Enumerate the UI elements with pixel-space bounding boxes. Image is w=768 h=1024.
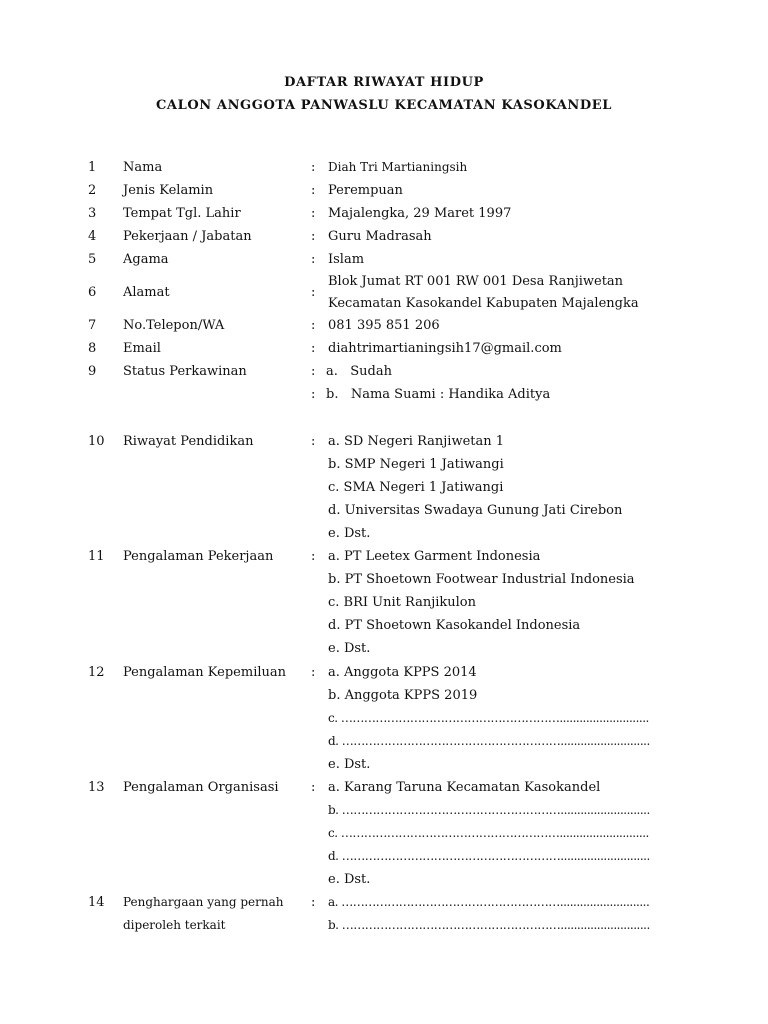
list-row — [0, 868, 768, 891]
list-row — [0, 730, 768, 753]
field-label: Alamat — [123, 285, 170, 300]
field-label: Penghargaan yang pernah — [123, 895, 284, 909]
document-subtitle: CALON ANGGOTA PANWASLU KECAMATAN KASOKANDEL — [155, 98, 612, 113]
blank-line: a. …………………………………………………........................... — [328, 895, 650, 909]
colon-separator: : — [311, 895, 316, 910]
list-item: b. Anggota KPPS 2019 — [328, 688, 478, 703]
field-label: Jenis Kelamin — [123, 183, 214, 198]
colon-separator: : — [311, 387, 316, 402]
blank-line: b. …………………………………………………........................... — [328, 918, 650, 932]
list-row — [0, 799, 768, 822]
colon-separator: : — [311, 434, 316, 449]
list-item: a. Karang Taruna Kecamatan Kasokandel — [328, 780, 601, 795]
row-number: 8 — [88, 341, 97, 356]
field-label: Nama — [123, 160, 163, 175]
colon-separator: : — [311, 252, 316, 267]
list-item: e. Dst. — [328, 872, 371, 887]
colon-separator: : — [311, 549, 316, 564]
field-label: Pengalaman Organisasi — [123, 780, 279, 795]
colon-separator: : — [311, 160, 316, 175]
colon-separator: : — [311, 206, 316, 221]
row-number: 12 — [88, 665, 105, 680]
list-row — [0, 753, 768, 776]
list-row — [0, 822, 768, 845]
field-row-pengalaman-kepemiluan — [0, 661, 768, 684]
field-row-pekerjaan — [0, 225, 768, 248]
row-number: 13 — [88, 780, 105, 795]
row-number: 3 — [88, 206, 97, 221]
list-row — [0, 914, 768, 937]
field-label: Email — [123, 341, 161, 356]
blank-line: d. …………………………………………………........................... — [328, 734, 650, 748]
blank-line: d. …………………………………………………........................... — [328, 849, 650, 863]
colon-separator: : — [311, 341, 316, 356]
field-label: Agama — [123, 252, 169, 267]
list-item: a. SD Negeri Ranjiwetan 1 — [328, 434, 505, 449]
list-item: c. SMA Negeri 1 Jatiwangi — [328, 480, 504, 495]
field-label: Tempat Tgl. Lahir — [123, 206, 241, 221]
field-value: Diah Tri Martianingsih — [328, 160, 468, 174]
field-value: Majalengka, 29 Maret 1997 — [328, 206, 512, 221]
field-value: Perempuan — [328, 183, 403, 198]
field-row-pengalaman-pekerjaan — [0, 545, 768, 568]
field-value: Guru Madrasah — [328, 229, 432, 244]
colon-separator: : — [311, 318, 316, 333]
field-row-agama — [0, 248, 768, 271]
row-number: 2 — [88, 183, 97, 198]
field-value: 081 395 851 206 — [328, 318, 440, 333]
row-number: 4 — [88, 229, 97, 244]
list-row — [0, 707, 768, 730]
row-number: 1 — [88, 160, 97, 175]
colon-separator: : — [311, 285, 316, 300]
field-label: Pengalaman Pekerjaan — [123, 549, 274, 564]
field-label: Pengalaman Kepemiluan — [123, 665, 287, 680]
field-value: b. Nama Suami : Handika Aditya — [326, 387, 551, 402]
colon-separator: : — [311, 364, 316, 379]
list-item: c. BRI Unit Ranjikulon — [328, 595, 477, 610]
field-row-pengalaman-organisasi — [0, 776, 768, 799]
row-number: 7 — [88, 318, 97, 333]
field-row-telepon — [0, 314, 768, 337]
list-row — [0, 684, 768, 707]
list-item: a. Anggota KPPS 2014 — [328, 665, 477, 680]
row-number: 10 — [88, 434, 105, 449]
field-label: Riwayat Pendidikan — [123, 434, 254, 449]
list-row — [0, 522, 768, 545]
field-label: Pekerjaan / Jabatan — [123, 229, 252, 244]
list-row — [0, 591, 768, 614]
field-value: Kecamatan Kasokandel Kabupaten Majalengka — [328, 296, 639, 311]
field-row-nama — [0, 156, 768, 179]
list-item: b. PT Shoetown Footwear Industrial Indonesia — [328, 572, 635, 587]
field-row-alamat-line2 — [0, 292, 768, 315]
list-item: d. PT Shoetown Kasokandel Indonesia — [328, 618, 581, 633]
list-item: d. Universitas Swadaya Gunung Jati Cirebon — [328, 503, 623, 518]
list-row — [0, 637, 768, 660]
list-row — [0, 453, 768, 476]
colon-separator: : — [311, 229, 316, 244]
field-value: Islam — [328, 252, 365, 267]
list-item: e. Dst. — [328, 757, 371, 772]
field-value: a. Sudah — [326, 364, 393, 379]
document-title: DAFTAR RIWAYAT HIDUP — [284, 75, 484, 90]
list-row — [0, 476, 768, 499]
field-label: No.Telepon/WA — [123, 318, 225, 333]
row-number: 6 — [88, 285, 97, 300]
field-row-riwayat-pendidikan — [0, 430, 768, 453]
field-row-tempat-tgl-lahir — [0, 202, 768, 225]
colon-separator: : — [311, 780, 316, 795]
row-number: 9 — [88, 364, 97, 379]
field-label-continuation: diperoleh terkait — [123, 918, 226, 932]
list-item: e. Dst. — [328, 641, 371, 656]
field-value: Blok Jumat RT 001 RW 001 Desa Ranjiwetan — [328, 274, 624, 289]
row-number: 11 — [88, 549, 105, 564]
list-item: e. Dst. — [328, 526, 371, 541]
list-item: a. PT Leetex Garment Indonesia — [328, 549, 541, 564]
field-value: diahtrimartianingsih17@gmail.com — [328, 341, 562, 356]
row-number: 5 — [88, 252, 97, 267]
list-row — [0, 499, 768, 522]
list-row — [0, 614, 768, 637]
list-item: b. SMP Negeri 1 Jatiwangi — [328, 457, 504, 472]
colon-separator: : — [311, 183, 316, 198]
colon-separator: : — [311, 665, 316, 680]
field-row-penghargaan — [0, 891, 768, 914]
field-row-email — [0, 337, 768, 360]
blank-line: c. …………………………………………………........................... — [328, 711, 649, 725]
field-row-nama-suami — [0, 383, 768, 406]
list-row — [0, 845, 768, 868]
field-label: Status Perkawinan — [123, 364, 247, 379]
field-row-jenis-kelamin — [0, 179, 768, 202]
blank-line: b. …………………………………………………........................... — [328, 803, 650, 817]
list-row — [0, 568, 768, 591]
blank-line: c. …………………………………………………........................... — [328, 826, 649, 840]
field-row-status-perkawinan — [0, 360, 768, 383]
row-number: 14 — [88, 895, 105, 910]
